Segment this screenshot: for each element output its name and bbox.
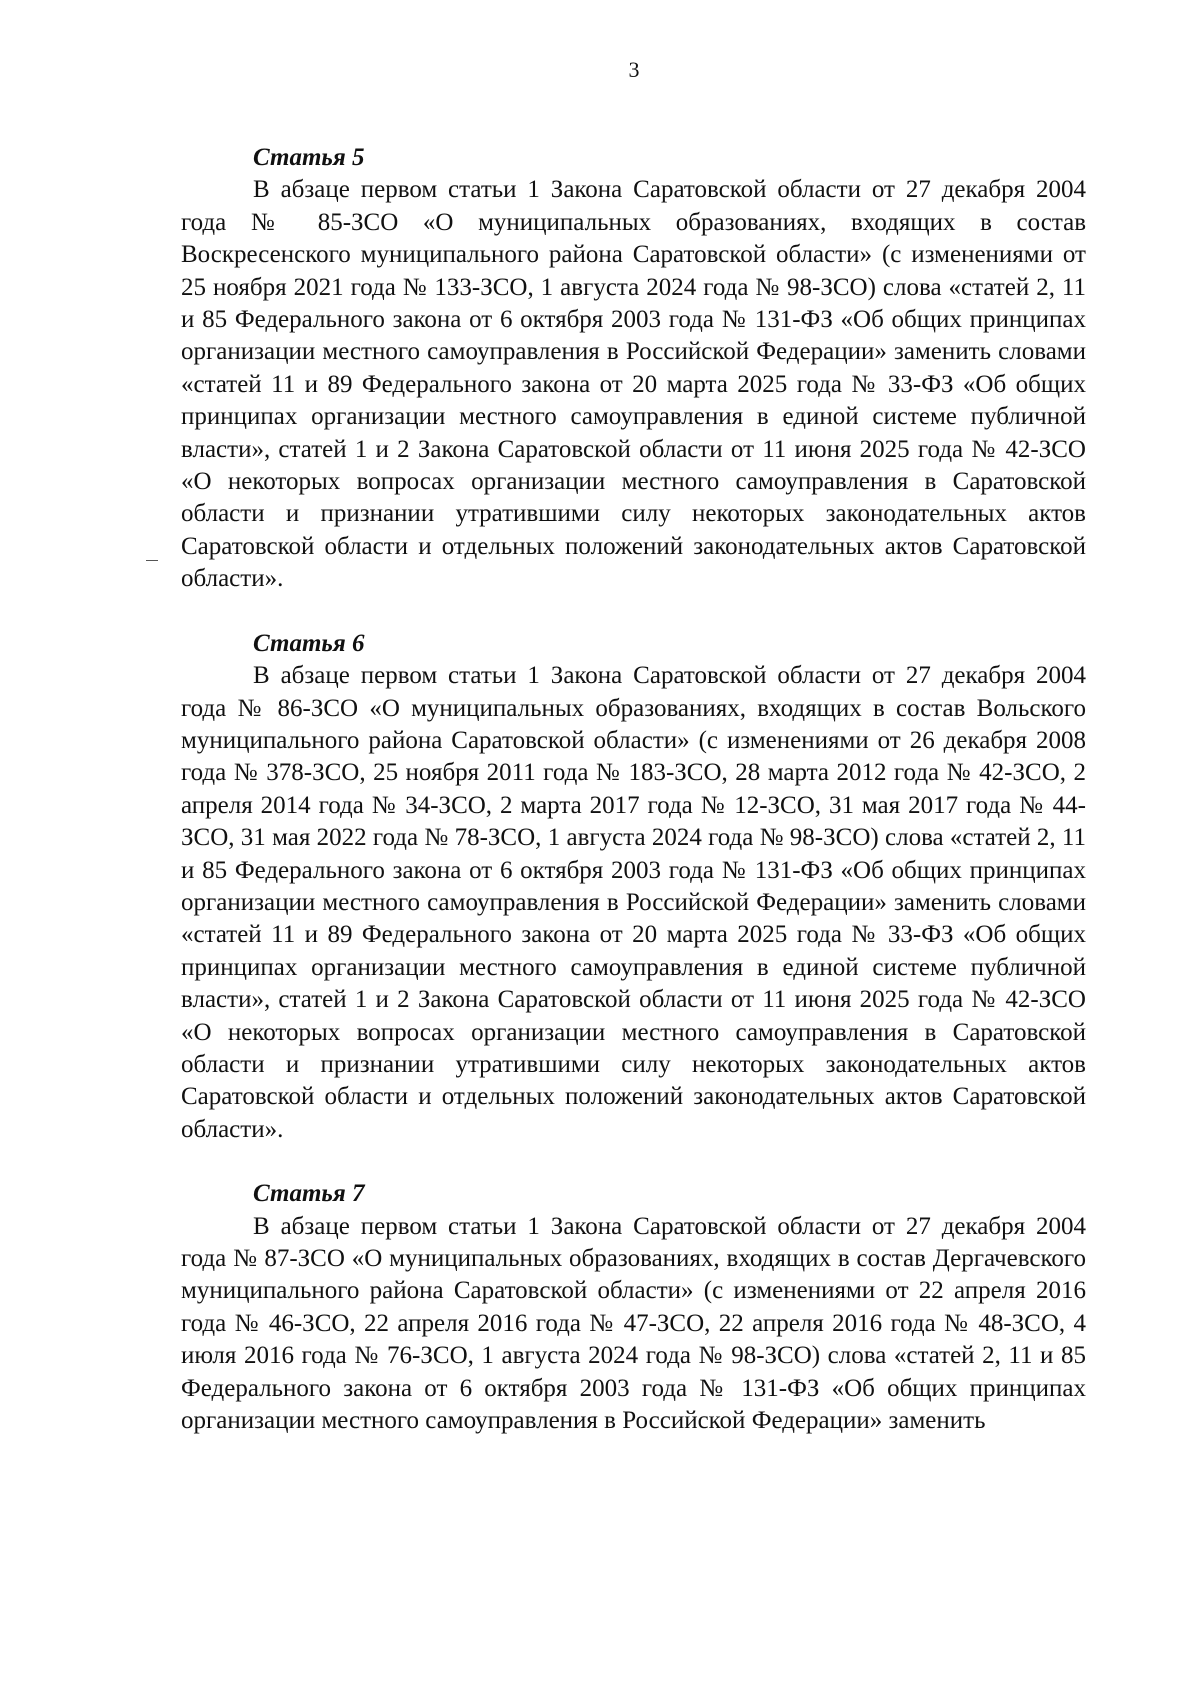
article-title: Статья 5 [253, 144, 365, 171]
document-body [181, 142, 1086, 1437]
page-number: 3 [628, 57, 640, 82]
article-7 [181, 1178, 1086, 1437]
article-title: Статья 6 [253, 629, 365, 657]
article-5 [181, 142, 1086, 596]
article-title: Статья 7 [253, 1180, 365, 1208]
article-text: В абзаце первом статьи 1 Закона Саратовской области от 27 декабря 2004 года № 87-ЗСО «О муниципальных образованиях, входящих в состав Дергачевского муниципального района Саратовской области» (с изменениями от 22 апреля 2016 года № 46-ЗСО, 22 апреля 2016 года № 47-ЗСО, 22 апреля 2016 года № 48-ЗСО, 4 июля 2016 года № 76-ЗСО, 1 августа 2024 года № 98-ЗСО) слова «статей 2, 11 и 85 Федерального закона от 6 октября 2003 года № 131-ФЗ «Об общих принципах организации местного самоуправления в Российской Федерации» заменить [181, 1212, 1086, 1435]
article-6 [181, 628, 1086, 1147]
margin-mark [146, 560, 158, 561]
article-text: В абзаце первом статьи 1 Закона Саратовской области от 27 декабря 2004 года № 86-ЗСО «О муниципальных образованиях, входящих в состав Вольского муниципального района Саратовской области» (с изменениями от 26 декабря 2008 года № 378-ЗСО, 25 ноября 2011 года № 183-ЗСО, 28 марта 2012 года № 42-ЗСО, 2 апреля 2014 года № 34-ЗСО, 2 марта 2017 года № 12-ЗСО, 31 мая 2017 года № 44-ЗСО, 31 мая 2022 года № 78-ЗСО, 1 августа 2024 года № 98-ЗСО) слова «статей 2, 11 и 85 Федерального закона от 6 октября 2003 года № 131-ФЗ «Об общих принципах организации местного самоуправления в Российской Федерации» заменить словами «статей 11 и 89 Федерального закона от 20 марта 2025 года № 33-ФЗ «Об общих принципах организации местного самоуправления в единой системе публичной власти», статей 1 и 2 Закона Саратовской области от 11 июня 2025 года № 42-ЗСО «О некоторых вопросах организации местного самоуправления в Саратовской области и признании утратившими силу некоторых законодательных актов Саратовской области и отдельных положений законодательных актов Саратовской области». [181, 662, 1086, 1143]
article-text: В абзаце первом статьи 1 Закона Саратовской области от 27 декабря 2004 года № 85-ЗСО «О муниципальных образованиях, входящих в состав Воскресенского муниципального района Саратовской области» (с изменениями от 25 ноября 2021 года № 133-ЗСО, 1 августа 2024 года № 98-ЗСО) слова «статей 2, 11 и 85 Федерального закона от 6 октября 2003 года № 131-ФЗ «Об общих принципах организации местного самоуправления в Российской Федерации» заменить словами «статей 11 и 89 Федерального закона от 20 марта 2025 года № 33-ФЗ «Об общих принципах организации местного самоуправления в единой системе публичной власти», статей 1 и 2 Закона Саратовской области от 11 июня 2025 года № 42-ЗСО «О некоторых вопросах организации местного самоуправления в Саратовской области и признании утратившими силу некоторых законодательных актов Саратовской области и отдельных положений законодательных актов Саратовской области». [181, 176, 1086, 593]
